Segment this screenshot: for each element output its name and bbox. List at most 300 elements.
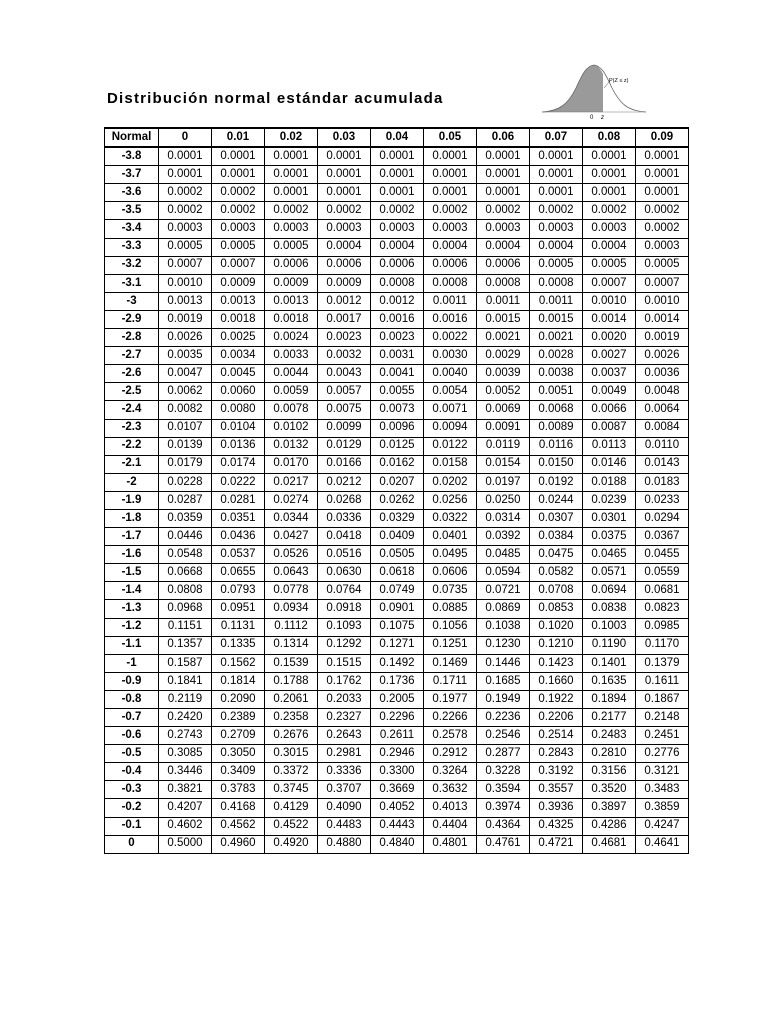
probability-cell: 0.1401 (583, 654, 636, 672)
probability-cell: 0.0475 (530, 546, 583, 564)
probability-cell: 0.0009 (265, 274, 318, 292)
shaded-area (542, 65, 603, 112)
probability-cell: 0.1841 (159, 672, 212, 690)
probability-cell: 0.0681 (636, 582, 689, 600)
probability-cell: 0.0418 (318, 528, 371, 546)
probability-cell: 0.2420 (159, 709, 212, 727)
probability-cell: 0.1922 (530, 690, 583, 708)
probability-cell: 0.2546 (477, 727, 530, 745)
z-value-cell: -1.5 (105, 564, 159, 582)
probability-cell: 0.0001 (583, 147, 636, 166)
probability-cell: 0.0009 (318, 274, 371, 292)
probability-cell: 0.0107 (159, 419, 212, 437)
table-row (105, 347, 689, 365)
z-value-cell: -2.2 (105, 437, 159, 455)
probability-cell: 0.0016 (371, 310, 424, 328)
probability-cell: 0.0015 (530, 310, 583, 328)
probability-cell: 0.0548 (159, 546, 212, 564)
z-value-cell: -2.1 (105, 455, 159, 473)
probability-cell: 0.0001 (583, 166, 636, 184)
table-row (105, 745, 689, 763)
probability-cell: 0.0087 (583, 419, 636, 437)
probability-cell: 0.2148 (636, 709, 689, 727)
z-value-cell: 0 (105, 835, 159, 853)
probability-cell: 0.1131 (212, 618, 265, 636)
probability-cell: 0.0013 (212, 292, 265, 310)
probability-cell: 0.3121 (636, 763, 689, 781)
probability-cell: 0.0003 (212, 220, 265, 238)
table-row (105, 220, 689, 238)
z-value-cell: -3.4 (105, 220, 159, 238)
probability-cell: 0.0047 (159, 365, 212, 383)
probability-cell: 0.0001 (318, 184, 371, 202)
z-value-cell: -2.9 (105, 310, 159, 328)
probability-cell: 0.1093 (318, 618, 371, 636)
probability-cell: 0.3520 (583, 781, 636, 799)
probability-cell: 0.0869 (477, 600, 530, 618)
probability-cell: 0.0008 (424, 274, 477, 292)
probability-cell: 0.0002 (159, 202, 212, 220)
probability-cell: 0.0003 (371, 220, 424, 238)
probability-cell: 0.0336 (318, 509, 371, 527)
probability-cell: 0.0436 (212, 528, 265, 546)
z-value-cell: -2.8 (105, 329, 159, 347)
probability-cell: 0.0985 (636, 618, 689, 636)
probability-cell: 0.0749 (371, 582, 424, 600)
probability-cell: 0.0233 (636, 491, 689, 509)
probability-cell: 0.0057 (318, 383, 371, 401)
probability-cell: 0.2912 (424, 745, 477, 763)
probability-cell: 0.0001 (477, 166, 530, 184)
table-row (105, 455, 689, 473)
z-value-cell: -0.9 (105, 672, 159, 690)
probability-cell: 0.0301 (583, 509, 636, 527)
probability-cell: 0.3974 (477, 799, 530, 817)
probability-cell: 0.0005 (530, 256, 583, 274)
z-value-cell: -3.3 (105, 238, 159, 256)
probability-cell: 0.0062 (159, 383, 212, 401)
probability-cell: 0.0020 (583, 329, 636, 347)
probability-cell: 0.3228 (477, 763, 530, 781)
probability-cell: 0.0344 (265, 509, 318, 527)
probability-cell: 0.0262 (371, 491, 424, 509)
probability-cell: 0.0002 (636, 202, 689, 220)
probability-cell: 0.1112 (265, 618, 318, 636)
probability-cell: 0.1230 (477, 636, 530, 654)
probability-cell: 0.4129 (265, 799, 318, 817)
table-row (105, 419, 689, 437)
probability-cell: 0.0001 (424, 166, 477, 184)
probability-cell: 0.0427 (265, 528, 318, 546)
probability-cell: 0.0375 (583, 528, 636, 546)
probability-cell: 0.0008 (371, 274, 424, 292)
z-value-cell: -1.3 (105, 600, 159, 618)
header-col: 0 (159, 128, 212, 147)
probability-cell: 0.0091 (477, 419, 530, 437)
probability-cell: 0.0122 (424, 437, 477, 455)
probability-cell: 0.1271 (371, 636, 424, 654)
z-value-cell: -2.7 (105, 347, 159, 365)
table-row (105, 292, 689, 310)
probability-cell: 0.0051 (530, 383, 583, 401)
z-value-cell: -0.4 (105, 763, 159, 781)
header-col: 0.07 (530, 128, 583, 147)
probability-cell: 0.0003 (636, 238, 689, 256)
probability-cell: 0.0002 (265, 202, 318, 220)
probability-cell: 0.0322 (424, 509, 477, 527)
probability-cell: 0.0012 (318, 292, 371, 310)
z-value-cell: -1.9 (105, 491, 159, 509)
probability-cell: 0.0036 (636, 365, 689, 383)
probability-cell: 0.4602 (159, 817, 212, 835)
probability-cell: 0.2877 (477, 745, 530, 763)
probability-cell: 0.4960 (212, 835, 265, 853)
table-row (105, 835, 689, 853)
probability-cell: 0.0125 (371, 437, 424, 455)
probability-cell: 0.0630 (318, 564, 371, 582)
table-row (105, 672, 689, 690)
probability-cell: 0.0495 (424, 546, 477, 564)
probability-cell: 0.1446 (477, 654, 530, 672)
probability-cell: 0.0040 (424, 365, 477, 383)
probability-cell: 0.1357 (159, 636, 212, 654)
probability-cell: 0.4443 (371, 817, 424, 835)
probability-cell: 0.0132 (265, 437, 318, 455)
probability-cell: 0.4286 (583, 817, 636, 835)
probability-cell: 0.0005 (212, 238, 265, 256)
probability-cell: 0.2005 (371, 690, 424, 708)
probability-cell: 0.0217 (265, 473, 318, 491)
table-row (105, 238, 689, 256)
probability-cell: 0.0005 (159, 238, 212, 256)
probability-cell: 0.2810 (583, 745, 636, 763)
probability-cell: 0.0139 (159, 437, 212, 455)
probability-cell: 0.0307 (530, 509, 583, 527)
table-row (105, 147, 689, 166)
probability-cell: 0.1611 (636, 672, 689, 690)
probability-cell: 0.0367 (636, 528, 689, 546)
probability-cell: 0.1492 (371, 654, 424, 672)
probability-cell: 0.2514 (530, 727, 583, 745)
probability-cell: 0.0089 (530, 419, 583, 437)
probability-cell: 0.0032 (318, 347, 371, 365)
probability-cell: 0.0001 (371, 147, 424, 166)
probability-cell: 0.2483 (583, 727, 636, 745)
probability-cell: 0.0033 (265, 347, 318, 365)
z-table (104, 127, 689, 854)
probability-cell: 0.1210 (530, 636, 583, 654)
table-row (105, 491, 689, 509)
probability-cell: 0.0001 (212, 166, 265, 184)
probability-cell: 0.2451 (636, 727, 689, 745)
probability-cell: 0.0004 (371, 238, 424, 256)
probability-cell: 0.0150 (530, 455, 583, 473)
probability-cell: 0.0853 (530, 600, 583, 618)
probability-cell: 0.5000 (159, 835, 212, 853)
probability-cell: 0.0005 (265, 238, 318, 256)
table-row (105, 473, 689, 491)
probability-cell: 0.0075 (318, 401, 371, 419)
probability-cell: 0.0011 (477, 292, 530, 310)
probability-cell: 0.0026 (159, 329, 212, 347)
probability-cell: 0.2389 (212, 709, 265, 727)
probability-cell: 0.0222 (212, 473, 265, 491)
table-row (105, 528, 689, 546)
probability-cell: 0.2676 (265, 727, 318, 745)
probability-cell: 0.3336 (318, 763, 371, 781)
probability-cell: 0.0001 (265, 166, 318, 184)
probability-cell: 0.0409 (371, 528, 424, 546)
table-row (105, 690, 689, 708)
table-row (105, 166, 689, 184)
probability-cell: 0.4562 (212, 817, 265, 835)
probability-cell: 0.0071 (424, 401, 477, 419)
probability-cell: 0.0239 (583, 491, 636, 509)
probability-cell: 0.0197 (477, 473, 530, 491)
table-row (105, 763, 689, 781)
probability-cell: 0.0007 (212, 256, 265, 274)
probability-cell: 0.0384 (530, 528, 583, 546)
probability-cell: 0.2296 (371, 709, 424, 727)
probability-cell: 0.0006 (424, 256, 477, 274)
probability-cell: 0.0004 (424, 238, 477, 256)
probability-cell: 0.0244 (530, 491, 583, 509)
probability-cell: 0.0003 (424, 220, 477, 238)
probability-cell: 0.0764 (318, 582, 371, 600)
probability-cell: 0.4013 (424, 799, 477, 817)
probability-cell: 0.2743 (159, 727, 212, 745)
table-row (105, 256, 689, 274)
probability-cell: 0.3015 (265, 745, 318, 763)
probability-cell: 0.0017 (318, 310, 371, 328)
probability-cell: 0.0030 (424, 347, 477, 365)
probability-cell: 0.0064 (636, 401, 689, 419)
probability-cell: 0.0066 (583, 401, 636, 419)
probability-cell: 0.4840 (371, 835, 424, 853)
probability-cell: 0.0002 (212, 184, 265, 202)
probability-cell: 0.1190 (583, 636, 636, 654)
header-col: 0.02 (265, 128, 318, 147)
probability-cell: 0.0004 (530, 238, 583, 256)
probability-cell: 0.0003 (265, 220, 318, 238)
probability-cell: 0.0001 (530, 147, 583, 166)
table-row (105, 202, 689, 220)
probability-cell: 0.0268 (318, 491, 371, 509)
probability-cell: 0.0537 (212, 546, 265, 564)
probability-cell: 0.4247 (636, 817, 689, 835)
table-row (105, 600, 689, 618)
probability-cell: 0.0082 (159, 401, 212, 419)
probability-cell: 0.3300 (371, 763, 424, 781)
probability-cell: 0.2776 (636, 745, 689, 763)
probability-cell: 0.0119 (477, 437, 530, 455)
probability-cell: 0.0256 (424, 491, 477, 509)
table-row (105, 564, 689, 582)
z-value-cell: -1.8 (105, 509, 159, 527)
z-value-cell: -3 (105, 292, 159, 310)
probability-cell: 0.0146 (583, 455, 636, 473)
probability-cell: 0.0001 (265, 184, 318, 202)
z-value-cell: -1.4 (105, 582, 159, 600)
zero-label: 0 (590, 115, 594, 120)
probability-cell: 0.0005 (583, 256, 636, 274)
probability-cell: 0.4483 (318, 817, 371, 835)
probability-cell: 0.4168 (212, 799, 265, 817)
probability-cell: 0.1075 (371, 618, 424, 636)
probability-cell: 0.4761 (477, 835, 530, 853)
probability-cell: 0.3669 (371, 781, 424, 799)
probability-cell: 0.0008 (477, 274, 530, 292)
table-row (105, 654, 689, 672)
probability-cell: 0.0778 (265, 582, 318, 600)
header-col: 0.09 (636, 128, 689, 147)
probability-cell: 0.1587 (159, 654, 212, 672)
probability-cell: 0.0025 (212, 329, 265, 347)
probability-cell: 0.1736 (371, 672, 424, 690)
z-value-cell: -3.8 (105, 147, 159, 166)
header-col: 0.06 (477, 128, 530, 147)
probability-cell: 0.4090 (318, 799, 371, 817)
table-row (105, 582, 689, 600)
normal-curve-figure (538, 62, 650, 120)
probability-cell: 0.3264 (424, 763, 477, 781)
probability-cell: 0.1539 (265, 654, 318, 672)
z-value-cell: -3.7 (105, 166, 159, 184)
probability-cell: 0.0001 (477, 184, 530, 202)
probability-cell: 0.0001 (212, 147, 265, 166)
z-value-cell: -1 (105, 654, 159, 672)
probability-cell: 0.0021 (530, 329, 583, 347)
probability-cell: 0.1660 (530, 672, 583, 690)
probability-cell: 0.0002 (159, 184, 212, 202)
probability-cell: 0.0102 (265, 419, 318, 437)
table-row (105, 546, 689, 564)
probability-cell: 0.0080 (212, 401, 265, 419)
probability-cell: 0.0485 (477, 546, 530, 564)
probability-cell: 0.0951 (212, 600, 265, 618)
table-row (105, 509, 689, 527)
probability-cell: 0.0014 (583, 310, 636, 328)
z-value-cell: -0.1 (105, 817, 159, 835)
z-value-cell: -2.5 (105, 383, 159, 401)
probability-cell: 0.0001 (371, 166, 424, 184)
probability-cell: 0.0002 (371, 202, 424, 220)
probability-cell: 0.0011 (530, 292, 583, 310)
probability-cell: 0.0004 (318, 238, 371, 256)
probability-cell: 0.0968 (159, 600, 212, 618)
probability-cell: 0.2981 (318, 745, 371, 763)
probability-cell: 0.0054 (424, 383, 477, 401)
probability-cell: 0.0143 (636, 455, 689, 473)
probability-cell: 0.0104 (212, 419, 265, 437)
probability-cell: 0.0008 (530, 274, 583, 292)
probability-cell: 0.1562 (212, 654, 265, 672)
page-title: Distribución normal estándar acumulada (107, 90, 444, 107)
probability-cell: 0.0006 (265, 256, 318, 274)
probability-cell: 0.0013 (265, 292, 318, 310)
probability-cell: 0.0052 (477, 383, 530, 401)
probability-cell: 0.0005 (636, 256, 689, 274)
probability-cell: 0.0793 (212, 582, 265, 600)
z-value-cell: -2.4 (105, 401, 159, 419)
probability-cell: 0.1335 (212, 636, 265, 654)
table-row (105, 618, 689, 636)
table-row (105, 781, 689, 799)
probability-cell: 0.4522 (265, 817, 318, 835)
probability-cell: 0.2177 (583, 709, 636, 727)
table-row (105, 274, 689, 292)
z-value-cell: -2.6 (105, 365, 159, 383)
probability-cell: 0.0183 (636, 473, 689, 491)
probability-cell: 0.0096 (371, 419, 424, 437)
probability-cell: 0.0019 (159, 310, 212, 328)
probability-cell: 0.0885 (424, 600, 477, 618)
probability-cell: 0.0007 (159, 256, 212, 274)
probability-cell: 0.0113 (583, 437, 636, 455)
probability-cell: 0.0808 (159, 582, 212, 600)
probability-cell: 0.0035 (159, 347, 212, 365)
probability-cell: 0.0359 (159, 509, 212, 527)
probability-cell: 0.0001 (477, 147, 530, 166)
probability-cell: 0.0029 (477, 347, 530, 365)
probability-cell: 0.0314 (477, 509, 530, 527)
table-row (105, 437, 689, 455)
probability-cell: 0.0668 (159, 564, 212, 582)
probability-cell: 0.0007 (636, 274, 689, 292)
z-value-cell: -1.6 (105, 546, 159, 564)
probability-cell: 0.2236 (477, 709, 530, 727)
probability-cell: 0.0015 (477, 310, 530, 328)
probability-cell: 0.0069 (477, 401, 530, 419)
z-value-cell: -1.7 (105, 528, 159, 546)
probability-cell: 0.3821 (159, 781, 212, 799)
probability-cell: 0.0012 (371, 292, 424, 310)
probability-cell: 0.0001 (636, 184, 689, 202)
header-col: 0.08 (583, 128, 636, 147)
table-row (105, 401, 689, 419)
probability-cell: 0.1151 (159, 618, 212, 636)
z-value-cell: -1.2 (105, 618, 159, 636)
table-row (105, 383, 689, 401)
probability-cell: 0.0136 (212, 437, 265, 455)
probability-cell: 0.0294 (636, 509, 689, 527)
probability-cell: 0.3936 (530, 799, 583, 817)
probability-cell: 0.0329 (371, 509, 424, 527)
probability-cell: 0.2643 (318, 727, 371, 745)
probability-cell: 0.0021 (477, 329, 530, 347)
probability-cell: 0.0655 (212, 564, 265, 582)
probability-cell: 0.1314 (265, 636, 318, 654)
probability-cell: 0.0401 (424, 528, 477, 546)
probability-cell: 0.3085 (159, 745, 212, 763)
probability-cell: 0.0001 (583, 184, 636, 202)
probability-cell: 0.0041 (371, 365, 424, 383)
probability-cell: 0.0099 (318, 419, 371, 437)
probability-cell: 0.3446 (159, 763, 212, 781)
probability-cell: 0.0582 (530, 564, 583, 582)
probability-cell: 0.0049 (583, 383, 636, 401)
probability-cell: 0.0039 (477, 365, 530, 383)
probability-cell: 0.0009 (212, 274, 265, 292)
probability-cell: 0.0016 (424, 310, 477, 328)
probability-cell: 0.0287 (159, 491, 212, 509)
probability-cell: 0.0010 (583, 292, 636, 310)
probability-cell: 0.0055 (371, 383, 424, 401)
probability-cell: 0.0735 (424, 582, 477, 600)
probability-cell: 0.2206 (530, 709, 583, 727)
z-value-cell: -3.2 (105, 256, 159, 274)
probability-cell: 0.0027 (583, 347, 636, 365)
